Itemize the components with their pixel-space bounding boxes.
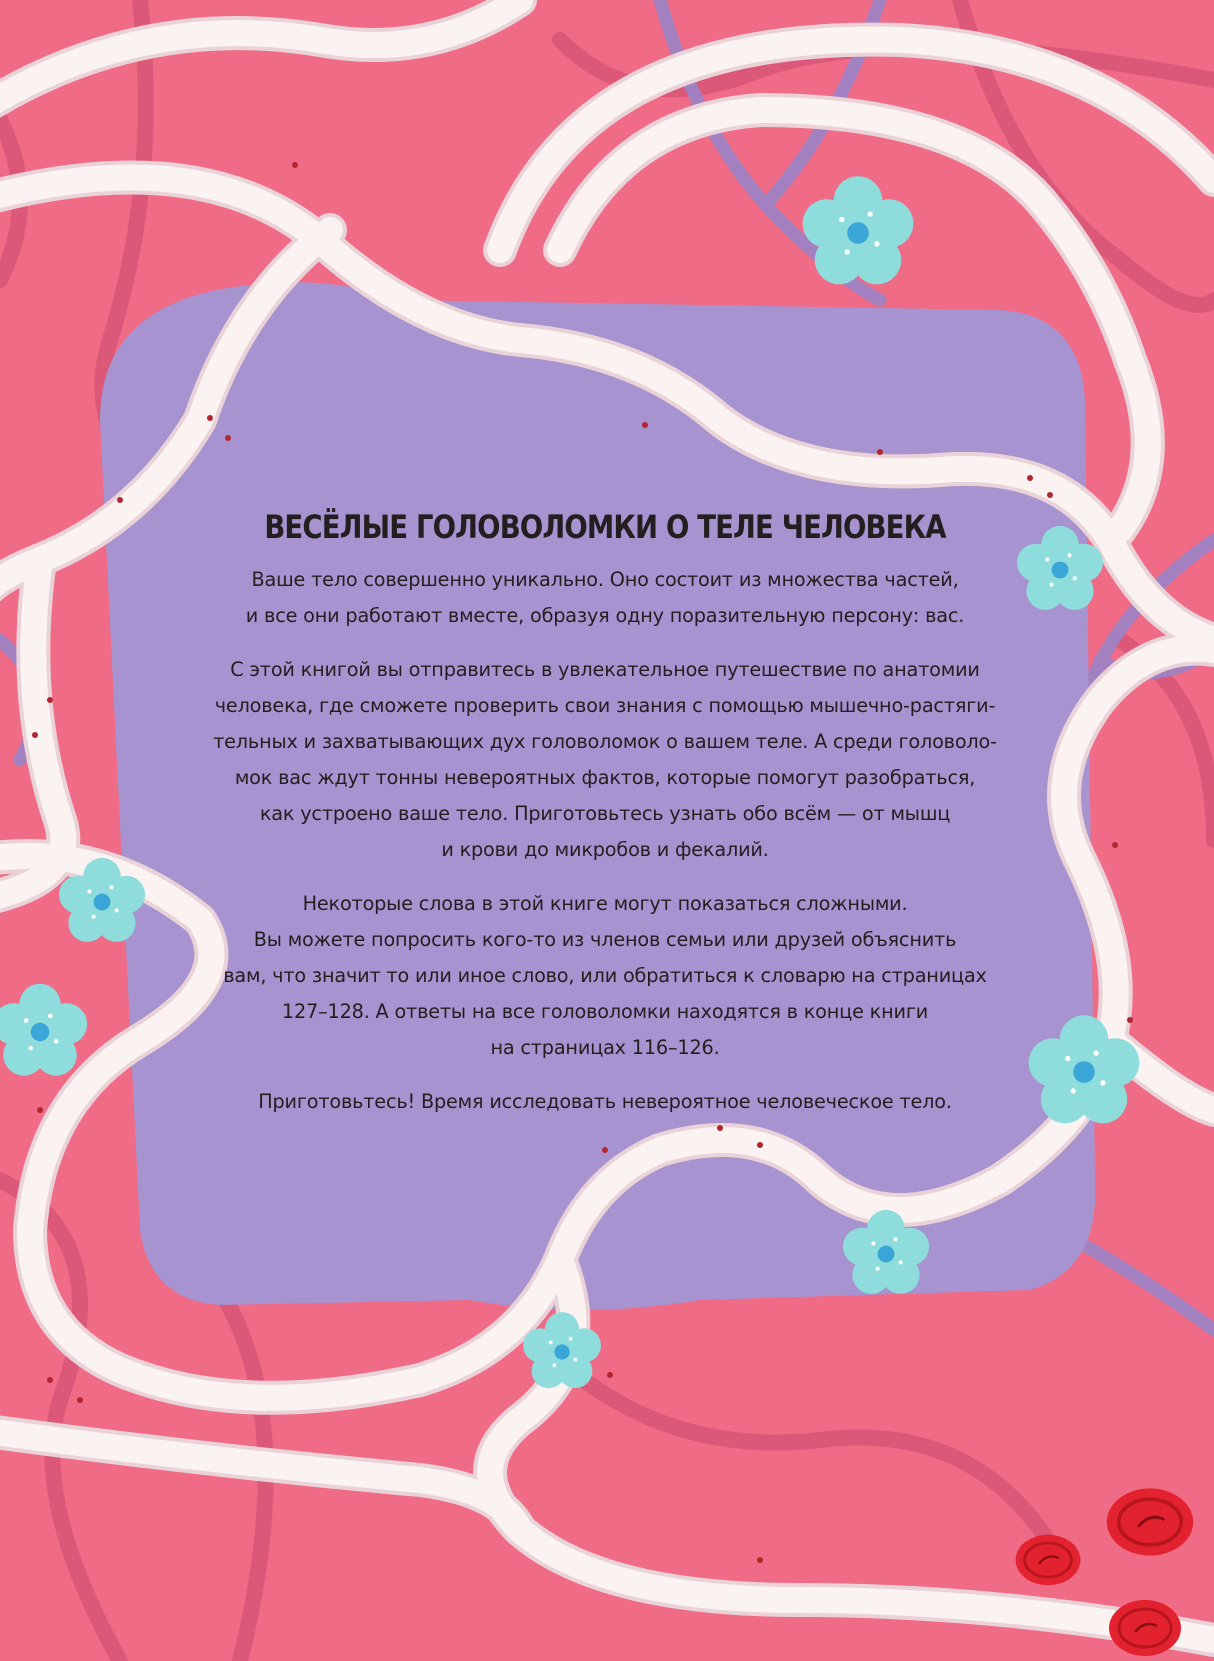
text-line: мок вас ждут тонны невероятных фактов, которые помогут разобраться, [234,766,976,789]
text-line: как устроено ваше тело. Приготовьтесь узнать обо всём — от мышц [259,802,951,825]
text-line: Ваше тело совершенно уникально. Оно состоит из множества частей, [251,568,959,591]
text-line: на страницах 116–126. [490,1036,720,1059]
text-line: Вы можете попросить кого-то из членов семьи или друзей объяснить [253,928,957,951]
paragraph-journey [190,652,1020,868]
text-line: и все они работают вместе, образуя одну поразительную персону: вас. [245,604,965,627]
blood-cell-icon [1109,1600,1181,1656]
text-line: Приготовьтесь! Время исследовать невероятное человеческое тело. [258,1090,952,1113]
text-line: человека, где сможете проверить свои знания с помощью мышечно-растяги- [214,694,996,717]
text-line: Некоторые слова в этой книге могут показаться сложными. [302,892,908,915]
text-line: и крови до микробов и фекалий. [441,838,769,861]
text-line: С этой книгой вы отправитесь в увлекательное путешествие по анатомии [230,658,980,681]
page-title: ВЕСЁЛЫЕ ГОЛОВОЛОМКИ О ТЕЛЕ ЧЕЛОВЕКА [264,508,946,546]
paragraph-glossary [190,886,1020,1066]
text-line: 127–128. А ответы на все головоломки находятся в конце книги [281,1000,929,1023]
text-line: вам, что значит то или иное слово, или обратиться к словарю на страницах [223,964,987,987]
flower-icon [803,176,914,284]
paragraph-closing [190,1084,1020,1120]
blood-cell-icon [1016,1535,1081,1585]
text-line: тельных и захватывающих дух головоломок о вашем теле. А среди головоло- [213,730,997,753]
paragraph-intro [190,562,1020,634]
text-content [190,508,1020,1138]
blood-cell-icon [1107,1488,1193,1555]
flower-icon [0,984,87,1076]
